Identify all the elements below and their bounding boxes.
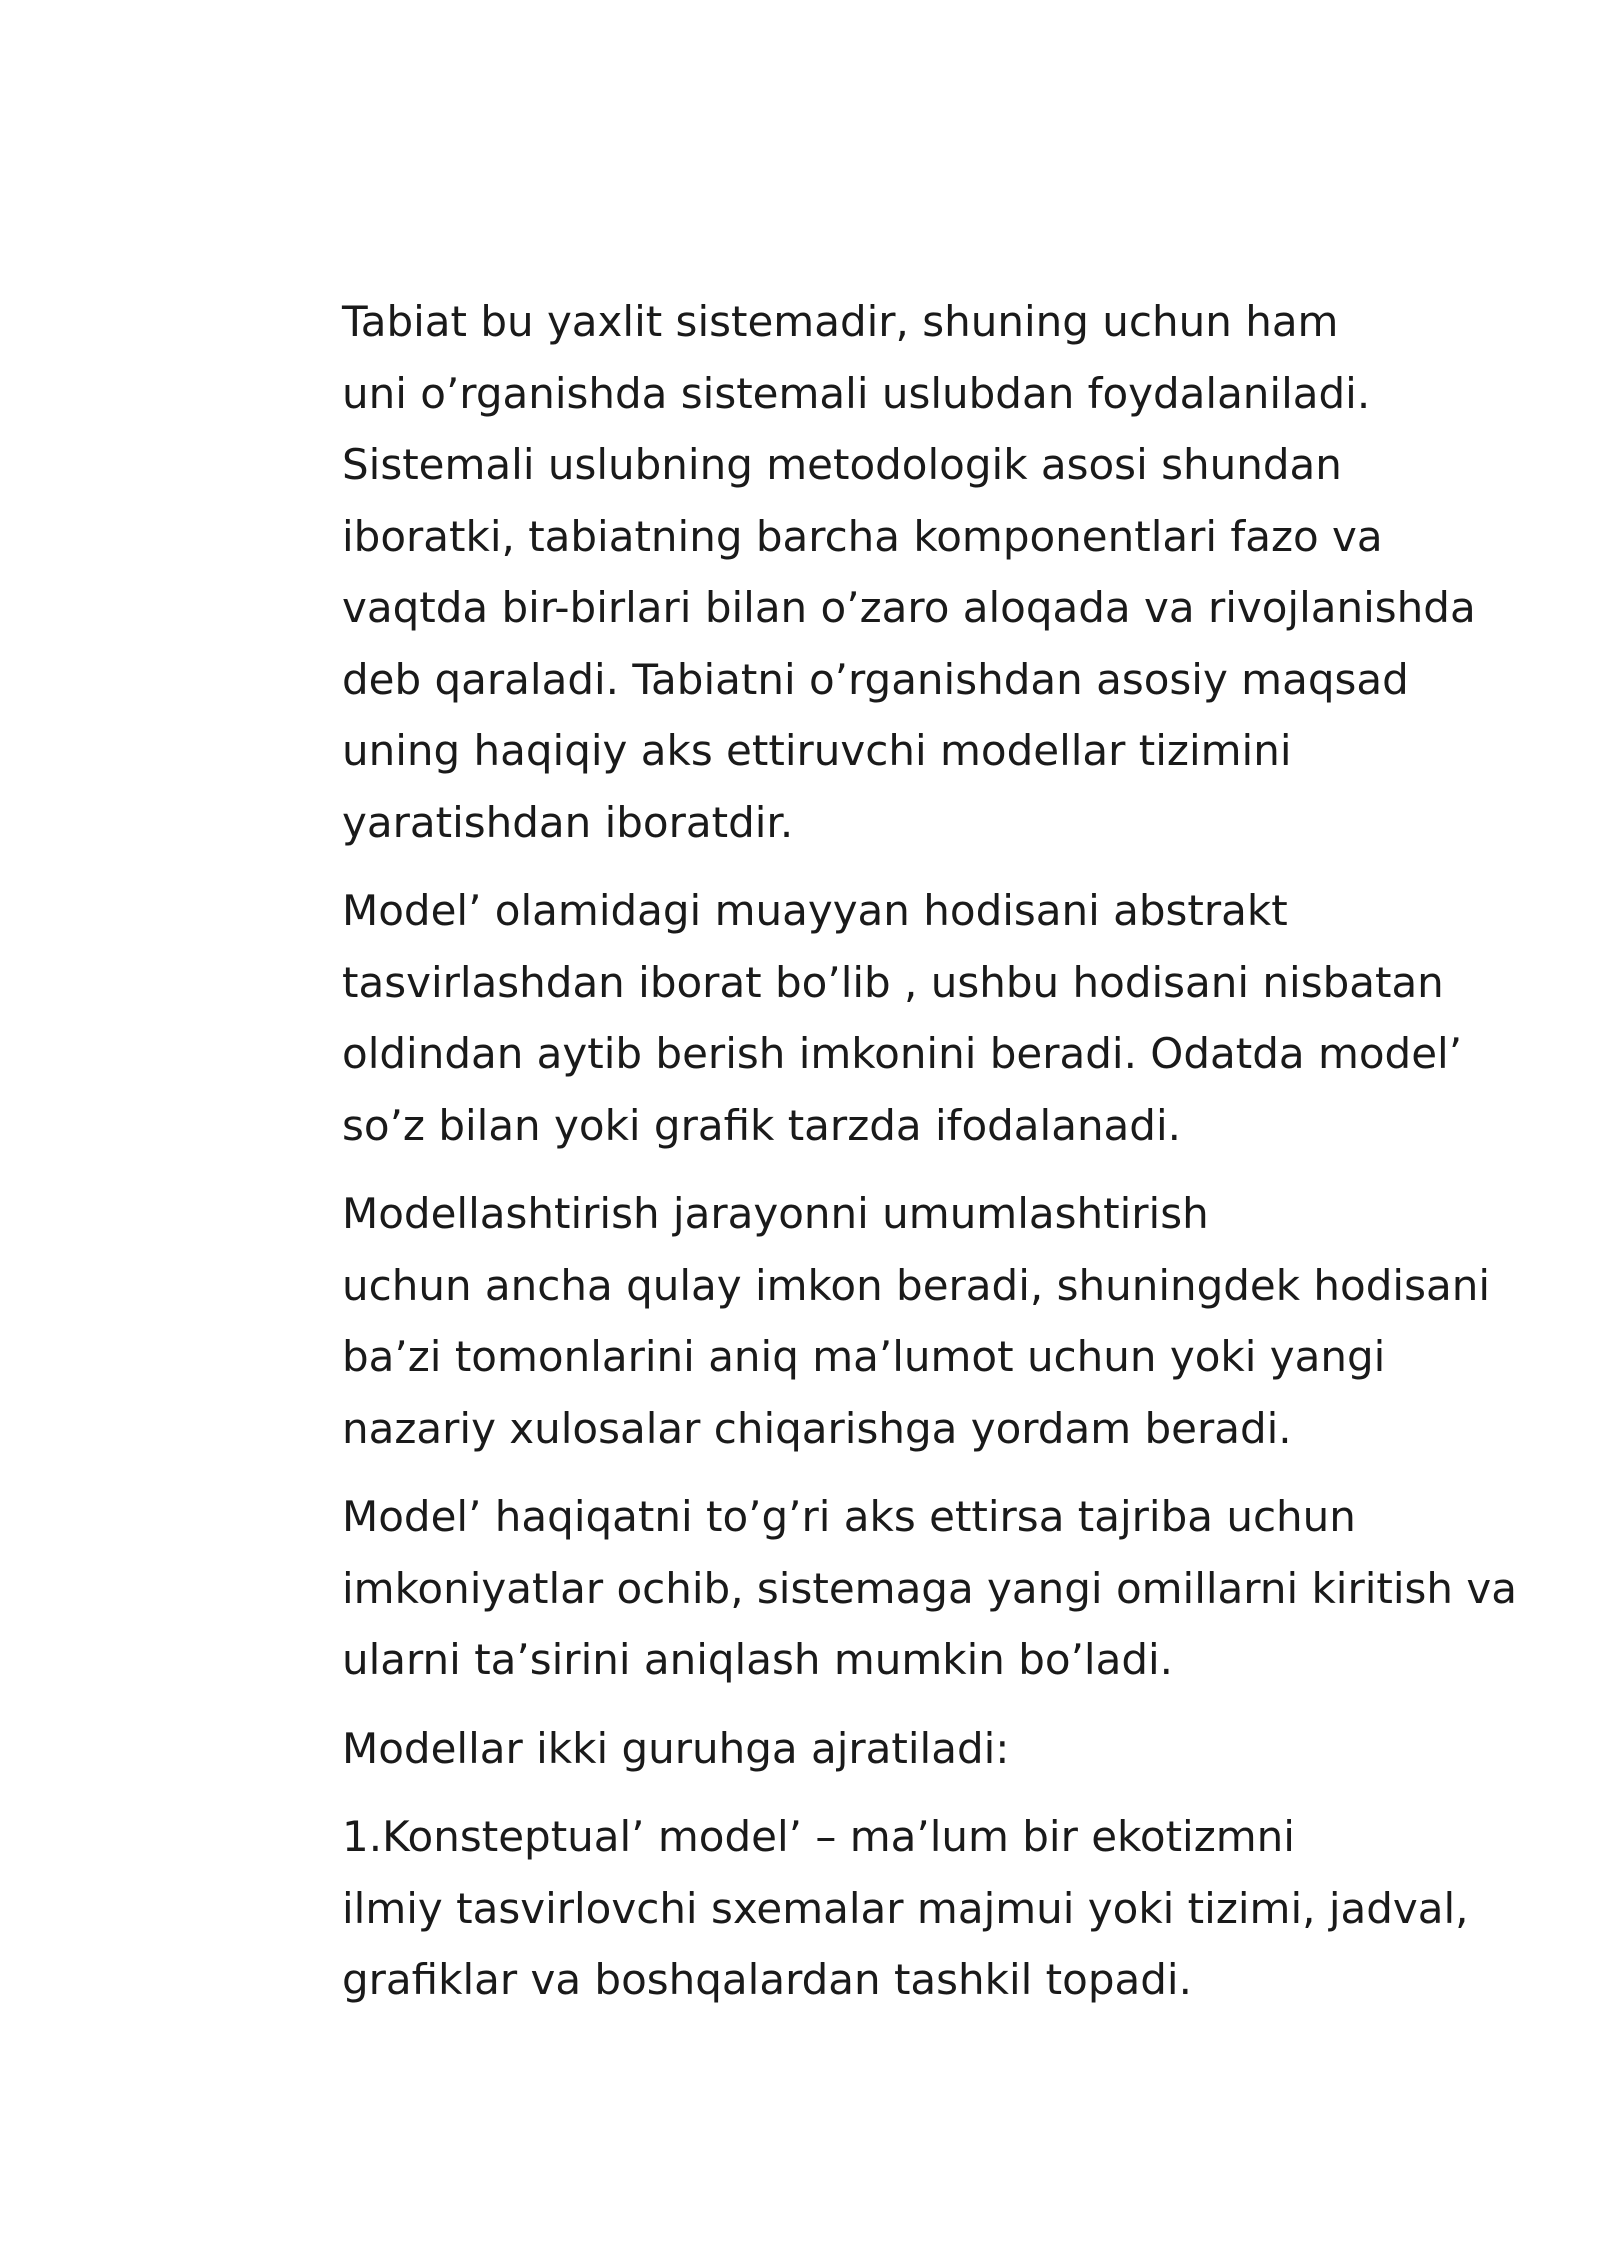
paragraph-line: Modellashtirish jarayonni umumlashtirish	[342, 1189, 1209, 1238]
paragraph-line: nazariy xulosalar chiqarishga yordam beradi.	[342, 1403, 1292, 1453]
paragraph-line: so’z bilan yoki grafik tarzda ifodalanadi.	[342, 1100, 1181, 1150]
paragraph-line: iboratki, tabiatning barcha komponentlari fazo va	[342, 511, 1383, 561]
paragraph-line: Tabiat bu yaxlit sistemadir, shuning uchun ham	[342, 297, 1339, 346]
paragraph-line: uni o’rganishda sistemali uslubdan foydalaniladi.	[342, 368, 1371, 418]
paragraph-line: uning haqiqiy aks ettiruvchi modellar tizimini	[342, 726, 1292, 775]
paragraph-line: ularni ta’sirini aniqlash mumkin bo’ladi.	[342, 1635, 1174, 1684]
paragraph-line: imkoniyatlar ochib, sistemaga yangi omillarni kiritish va	[342, 1563, 1517, 1613]
paragraph-line: Model’ olamidagi muayyan hodisani abstrakt	[342, 886, 1288, 935]
paragraph-line: oldindan aytib berish imkonini beradi. Odatda model’	[342, 1029, 1463, 1078]
paragraph-line: tasvirlashdan iborat bo’lib , ushbu hodisani nisbatan	[342, 957, 1444, 1007]
paragraph-4	[196, 1481, 1517, 1696]
paragraph-line: yaratishdan iboratdir.	[342, 797, 794, 847]
paragraph-1	[196, 286, 1476, 858]
paragraph-2	[196, 875, 1463, 1161]
paragraph-6	[196, 1801, 1469, 2016]
paragraph-line: Model’ haqiqatni to’g’ri aks ettirsa tajriba uchun	[342, 1492, 1356, 1541]
paragraph-line: ilmiy tasvirlovchi sxemalar majmui yoki tizimi, jadval,	[342, 1883, 1469, 1933]
paragraph-line: vaqtda bir-birlari bilan o’zaro aloqada va rivojlanishda	[342, 583, 1476, 632]
paragraph-3	[196, 1178, 1490, 1464]
paragraph-line: Sistemali uslubning metodologik asosi shundan	[342, 440, 1342, 489]
paragraph-5	[196, 1713, 1436, 1785]
paragraph-line: uchun ancha qulay imkon beradi, shuningdek hodisani	[342, 1260, 1490, 1310]
paragraph-line: ba’zi tomonlarini aniq ma’lumot uchun yoki yangi	[342, 1332, 1386, 1381]
paragraph-line: 1.Konsteptual’ model’ – ma’lum bir ekotizmni	[342, 1812, 1295, 1861]
paragraph-line: deb qaraladi. Tabiatni o’rganishdan asosiy maqsad	[342, 654, 1409, 704]
paragraph-line: Modellar ikki guruhga ajratiladi:	[342, 1723, 1010, 1773]
document-body	[196, 286, 1517, 2033]
paragraph-line: grafiklar va boshqalardan tashkil topadi.	[342, 1955, 1192, 2004]
